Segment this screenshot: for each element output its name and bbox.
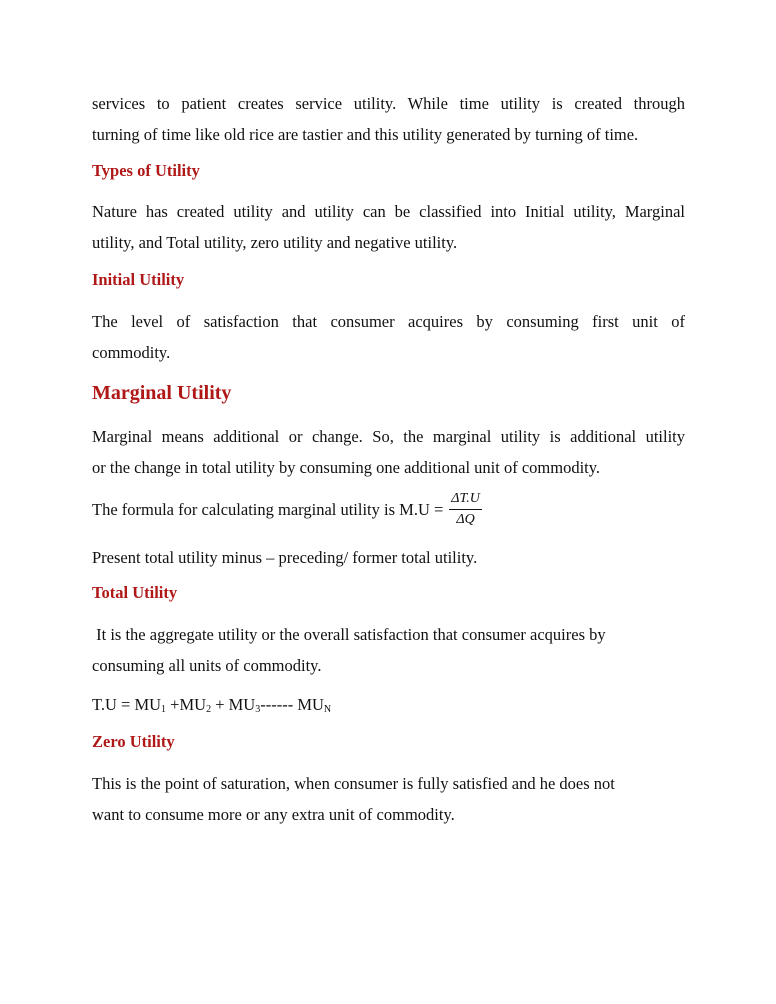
total-utility-formula: [92, 689, 685, 725]
total-line-2: consuming all units of commodity.: [92, 656, 322, 675]
marginal-utility-formula: [92, 491, 685, 528]
total-line-1: It is the aggregate utility or the overall satisfaction that consumer acquires by: [92, 625, 606, 644]
initial-line-2: commodity.: [92, 343, 171, 362]
tu-formula-part-3: + MU: [211, 695, 256, 714]
tu-formula-part-2: +MU: [166, 695, 207, 714]
marginal-line-2: or the change in total utility by consuming one additional unit of commodity.: [92, 458, 601, 477]
tu-sub-3: 3: [255, 704, 261, 715]
zero-line-1: This is the point of saturation, when consumer is fully satisfied and he does not: [92, 774, 615, 793]
formula-fraction: [449, 491, 482, 528]
initial-line-1: The level of satisfaction that consumer acquires by consuming first unit of: [92, 312, 685, 331]
marginal-line-1: Marginal means additional or change. So, the marginal utility is additional utility: [92, 427, 685, 446]
tu-formula-part-1: T.U = MU: [92, 695, 162, 714]
initial-utility-heading: Initial Utility: [92, 270, 185, 289]
tu-sub-n: N: [323, 704, 332, 715]
types-line-1: Nature has created utility and utility can be classified into Initial utility, Marginal: [92, 202, 685, 221]
formula-denominator: ΔQ: [456, 512, 475, 527]
formula-label: The formula for calculating marginal utility is M.U =: [92, 499, 444, 519]
total-utility-heading: Total Utility: [92, 583, 178, 602]
types-of-utility-heading: Types of Utility: [92, 161, 200, 180]
intro-line-2: turning of time like old rice are tastier and this utility generated by turning of time.: [92, 125, 639, 144]
zero-line-2: want to consume more or any extra unit of commodity.: [92, 805, 455, 824]
zero-utility-heading: Zero Utility: [92, 732, 175, 751]
marginal-utility-heading: Marginal Utility: [92, 382, 232, 404]
tu-sub-2: 2: [206, 704, 212, 715]
tu-formula-part-4: ------ MU: [260, 695, 324, 714]
present-total-utility-line: Present total utility minus – preceding/ former total utility.: [92, 548, 478, 567]
tu-sub-1: 1: [161, 704, 167, 715]
types-line-2: utility, and Total utility, zero utility and negative utility.: [92, 233, 458, 252]
formula-numerator: ΔT.U: [449, 491, 482, 510]
document-page: [92, 88, 685, 830]
intro-line-1: services to patient creates service utility. While time utility is created through: [92, 94, 685, 113]
